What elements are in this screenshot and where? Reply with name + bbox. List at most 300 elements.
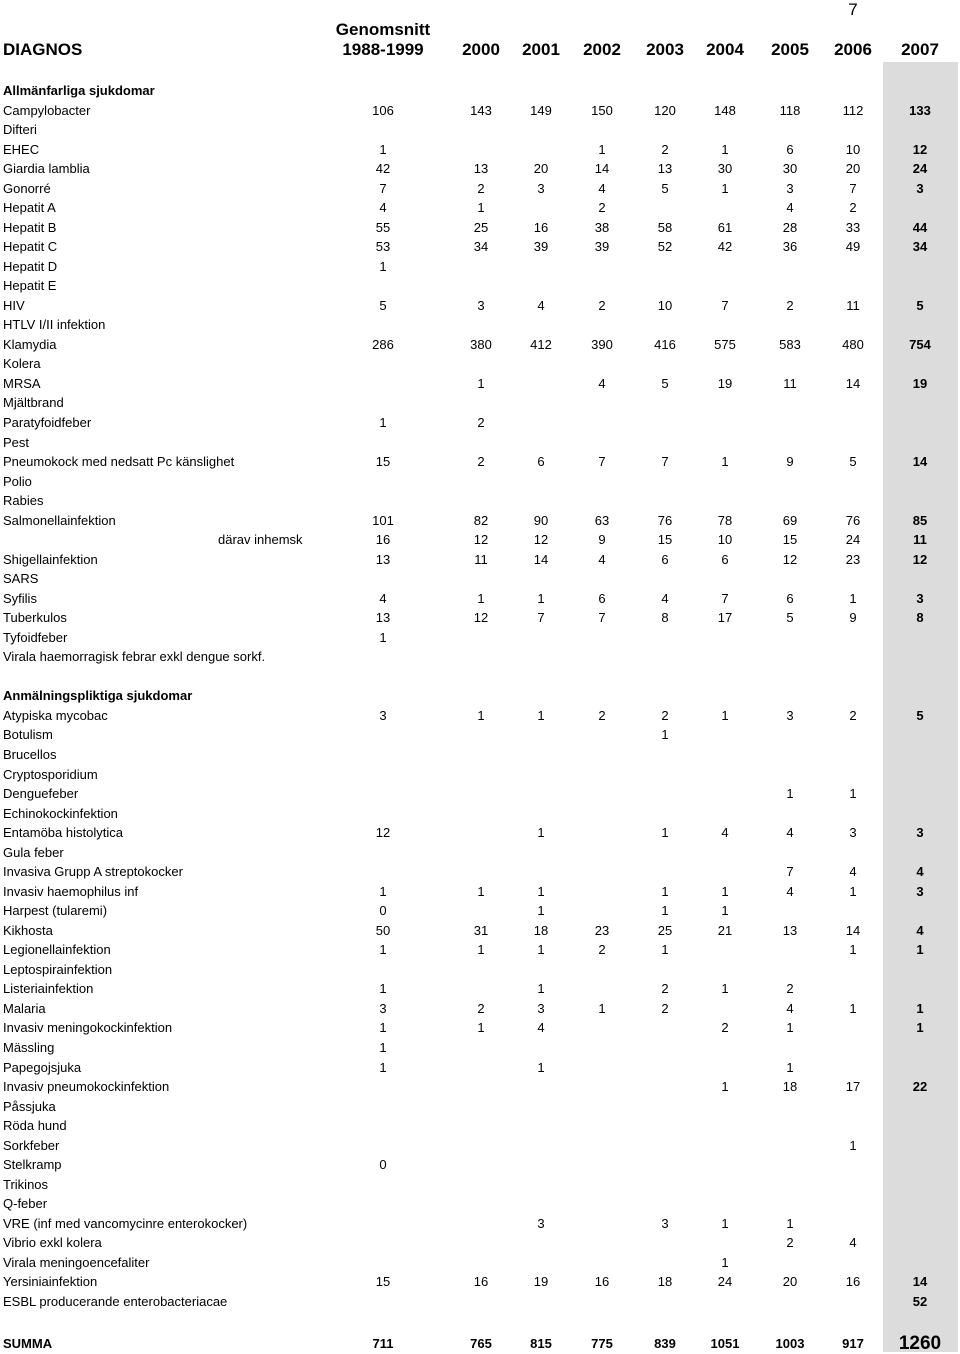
cell-year-value: 7 <box>537 610 545 625</box>
table-row <box>0 1292 960 1311</box>
cell-year-value: 1 <box>849 786 857 801</box>
cell-year-value: 1 <box>721 1216 729 1231</box>
table-row <box>0 960 960 979</box>
cell-year-value: 4 <box>916 864 924 879</box>
header-average-line2: 1988-1999 <box>342 40 424 59</box>
table-row <box>0 1058 960 1077</box>
section-header-row <box>0 686 960 705</box>
diagnosis-label: Salmonellainfektion <box>3 513 116 528</box>
cell-year-value: 4 <box>849 864 857 879</box>
table-row <box>0 296 960 315</box>
cell-year-value: 1 <box>721 1255 729 1270</box>
diagnosis-label: Trikinos <box>3 1177 49 1192</box>
cell-year-value: 36 <box>782 239 798 254</box>
cell-year-value: 17 <box>717 610 733 625</box>
cell-year-value: 12 <box>533 532 549 547</box>
cell-year-value: 7 <box>721 298 729 313</box>
cell-year-value: 5 <box>916 708 924 723</box>
section-header-row <box>0 81 960 100</box>
cell-average: 3 <box>379 1001 387 1016</box>
cell-year-value: 14 <box>845 376 861 391</box>
diagnosis-label: VRE (inf med vancomycinre enterokocker) <box>3 1216 248 1231</box>
cell-average: 13 <box>375 610 391 625</box>
cell-year-value: 38 <box>594 220 610 235</box>
table-row <box>0 706 960 725</box>
cell-average: 1 <box>379 1020 387 1035</box>
diagnosis-label: SUMMA <box>3 1336 53 1351</box>
cell-year-value: 23 <box>594 923 610 938</box>
diagnosis-label: Gula feber <box>3 845 64 860</box>
cell-year-value: 1 <box>786 786 794 801</box>
cell-average: 13 <box>375 552 391 567</box>
diagnosis-label: Invasiv meningokockinfektion <box>3 1020 173 1035</box>
table-row <box>0 1194 960 1213</box>
cell-year-value: 18 <box>782 1079 798 1094</box>
cell-year-value: 4 <box>598 181 606 196</box>
cell-year-value: 7 <box>598 454 606 469</box>
cell-year-value: 1 <box>916 942 924 957</box>
cell-average: 16 <box>375 532 391 547</box>
cell-year-value: 16 <box>473 1274 489 1289</box>
header-year: 2001 <box>522 40 560 59</box>
cell-year-value: 25 <box>657 923 673 938</box>
cell-year-value: 20 <box>533 161 549 176</box>
table-row <box>0 1272 960 1291</box>
table-row <box>0 120 960 139</box>
diagnosis-label: Tuberkulos <box>3 610 67 625</box>
header-average-line1: Genomsnitt <box>335 20 431 39</box>
cell-average: 7 <box>379 181 387 196</box>
cell-year-value: 1 <box>786 1060 794 1075</box>
table-row <box>0 433 960 452</box>
diagnosis-label: Cryptosporidium <box>3 767 98 782</box>
diagnosis-label: Virala haemorragisk febrar exkl dengue sorkf. <box>3 649 266 664</box>
cell-year-value: 1260 <box>898 1333 942 1354</box>
header-year: 2007 <box>901 40 939 59</box>
diagnosis-label: Giardia lamblia <box>3 161 90 176</box>
cell-year-value: 1 <box>537 884 545 899</box>
cell-average: 1 <box>379 630 387 645</box>
cell-average: 4 <box>379 591 387 606</box>
section-title: Allmänfarliga sjukdomar <box>3 83 155 98</box>
cell-year-value: 4 <box>721 825 729 840</box>
summa-row <box>0 1334 960 1353</box>
cell-year-value: 3 <box>916 884 924 899</box>
cell-year-value: 1 <box>477 200 485 215</box>
diagnosis-label: HIV <box>3 298 25 313</box>
cell-year-value: 120 <box>654 103 676 118</box>
cell-year-value: 839 <box>654 1336 676 1351</box>
cell-average: 1 <box>379 981 387 996</box>
cell-year-value: 1 <box>721 884 729 899</box>
cell-average: 1 <box>379 1060 387 1075</box>
cell-year-value: 20 <box>782 1274 798 1289</box>
cell-year-value: 14 <box>845 923 861 938</box>
cell-year-value: 11 <box>783 376 797 391</box>
cell-year-value: 8 <box>661 610 669 625</box>
diagnosis-label: Campylobacter <box>3 103 91 118</box>
table-row <box>0 159 960 178</box>
cell-year-value: 2 <box>661 981 669 996</box>
cell-year-value: 2 <box>598 708 606 723</box>
cell-year-value: 4 <box>786 1001 794 1016</box>
cell-year-value: 24 <box>845 532 861 547</box>
cell-year-value: 1003 <box>775 1336 805 1351</box>
cell-average: 15 <box>375 1274 391 1289</box>
cell-year-value: 2 <box>849 708 857 723</box>
cell-average: 12 <box>375 825 391 840</box>
table-row <box>0 882 960 901</box>
header-year: 2004 <box>706 40 744 59</box>
cell-average: 3 <box>379 708 387 723</box>
table-row <box>0 628 960 647</box>
cell-year-value: 7 <box>849 181 857 196</box>
cell-year-value: 11 <box>474 552 488 567</box>
table-row <box>0 491 960 510</box>
cell-year-value: 6 <box>786 142 794 157</box>
diagnosis-label: Echinokockinfektion <box>3 806 118 821</box>
table-row <box>0 1214 960 1233</box>
diagnosis-label: Virala meningoencefaliter <box>3 1255 150 1270</box>
diagnosis-label: EHEC <box>3 142 40 157</box>
cell-year-value: 2 <box>477 454 485 469</box>
cell-year-value: 3 <box>661 1216 669 1231</box>
cell-year-value: 5 <box>916 298 924 313</box>
cell-year-value: 1 <box>849 884 857 899</box>
diagnosis-label: Legionellainfektion <box>3 942 111 957</box>
cell-year-value: 58 <box>657 220 673 235</box>
table-row <box>0 218 960 237</box>
cell-year-value: 1 <box>849 1138 857 1153</box>
cell-year-value: 12 <box>473 610 489 625</box>
header-year: 2006 <box>834 40 872 59</box>
cell-year-value: 39 <box>533 239 549 254</box>
table-row <box>0 999 960 1018</box>
cell-year-value: 3 <box>477 298 485 313</box>
table-row <box>0 530 960 549</box>
diagnosis-label: Entamöba histolytica <box>3 825 123 840</box>
cell-year-value: 16 <box>845 1274 861 1289</box>
diagnosis-label: Leptospirainfektion <box>3 962 113 977</box>
cell-year-value: 90 <box>533 513 549 528</box>
table-row <box>0 550 960 569</box>
cell-year-value: 150 <box>591 103 613 118</box>
cell-year-value: 18 <box>533 923 549 938</box>
cell-year-value: 78 <box>717 513 733 528</box>
diagnosis-label: Syfilis <box>3 591 37 606</box>
cell-year-value: 1 <box>916 1001 924 1016</box>
cell-year-value: 754 <box>909 337 931 352</box>
cell-year-value: 5 <box>849 454 857 469</box>
cell-year-value: 380 <box>470 337 492 352</box>
diagnosis-label: Invasiv haemophilus inf <box>3 884 139 899</box>
cell-year-value: 39 <box>594 239 610 254</box>
cell-average: 101 <box>372 513 394 528</box>
cell-average: 286 <box>372 337 394 352</box>
cell-year-value: 5 <box>786 610 794 625</box>
cell-year-value: 30 <box>717 161 733 176</box>
cell-year-value: 3 <box>537 181 545 196</box>
table-row <box>0 589 960 608</box>
cell-year-value: 4 <box>537 298 545 313</box>
table-row <box>0 511 960 530</box>
cell-year-value: 1 <box>477 376 485 391</box>
diagnosis-label: Q-feber <box>3 1196 48 1211</box>
cell-year-value: 815 <box>530 1336 552 1351</box>
cell-year-value: 1 <box>537 942 545 957</box>
cell-year-value: 4 <box>916 923 924 938</box>
cell-year-value: 14 <box>594 161 610 176</box>
diagnosis-label: Yersiniainfektion <box>3 1274 98 1289</box>
diagnosis-label: Kikhosta <box>3 923 53 938</box>
cell-average: 53 <box>375 239 391 254</box>
cell-year-value: 1 <box>661 727 669 742</box>
cell-year-value: 1 <box>537 903 545 918</box>
cell-year-value: 118 <box>779 103 801 118</box>
section-title: Anmälningspliktiga sjukdomar <box>3 688 193 703</box>
cell-year-value: 18 <box>657 1274 673 1289</box>
cell-average: 0 <box>379 903 387 918</box>
diagnosis-label: Harpest (tularemi) <box>3 903 108 918</box>
table-row <box>0 413 960 432</box>
cell-year-value: 3 <box>916 181 924 196</box>
cell-year-value: 2 <box>721 1020 729 1035</box>
cell-year-value: 1051 <box>710 1336 740 1351</box>
cell-year-value: 4 <box>786 200 794 215</box>
cell-year-value: 4 <box>598 552 606 567</box>
cell-year-value: 7 <box>661 454 669 469</box>
diagnosis-label: Hepatit C <box>3 239 58 254</box>
table-row <box>0 140 960 159</box>
cell-year-value: 1 <box>598 142 606 157</box>
diagnosis-label: HTLV I/II infektion <box>3 317 106 332</box>
table-row <box>0 725 960 744</box>
cell-year-value: 1 <box>598 1001 606 1016</box>
cell-year-value: 1 <box>537 825 545 840</box>
cell-year-value: 4 <box>786 825 794 840</box>
cell-year-value: 25 <box>473 220 489 235</box>
cell-year-value: 3 <box>786 708 794 723</box>
table-row <box>0 472 960 491</box>
cell-year-value: 49 <box>845 239 861 254</box>
table-row <box>0 1038 960 1057</box>
diagnosis-label: Hepatit E <box>3 278 57 293</box>
cell-year-value: 416 <box>654 337 676 352</box>
table-row <box>0 393 960 412</box>
cell-year-value: 12 <box>473 532 489 547</box>
diagnosis-label: MRSA <box>3 376 41 391</box>
cell-year-value: 9 <box>598 532 606 547</box>
cell-year-value: 14 <box>912 1274 928 1289</box>
cell-year-value: 2 <box>477 181 485 196</box>
cell-year-value: 149 <box>530 103 552 118</box>
table-row <box>0 647 960 666</box>
table-row <box>0 1233 960 1252</box>
cell-year-value: 34 <box>912 239 928 254</box>
cell-year-value: 412 <box>530 337 552 352</box>
cell-year-value: 1 <box>537 708 545 723</box>
cell-year-value: 19 <box>912 376 928 391</box>
table-row <box>0 862 960 881</box>
cell-average: 42 <box>375 161 391 176</box>
diagnosis-label: Kolera <box>3 356 41 371</box>
cell-average: 5 <box>379 298 387 313</box>
cell-year-value: 15 <box>657 532 673 547</box>
cell-year-value: 13 <box>782 923 798 938</box>
cell-year-value: 9 <box>786 454 794 469</box>
cell-year-value: 2 <box>849 200 857 215</box>
diagnosis-label: Påssjuka <box>3 1099 56 1114</box>
cell-year-value: 22 <box>912 1079 928 1094</box>
cell-year-value: 6 <box>537 454 545 469</box>
cell-year-value: 42 <box>717 239 733 254</box>
cell-year-value: 2 <box>661 142 669 157</box>
header-diagnos: DIAGNOS <box>3 40 83 59</box>
cell-average: 55 <box>375 220 391 235</box>
cell-year-value: 30 <box>782 161 798 176</box>
diagnosis-label: Hepatit B <box>3 220 57 235</box>
cell-year-value: 1 <box>537 981 545 996</box>
cell-year-value: 11 <box>846 298 860 313</box>
cell-year-value: 3 <box>849 825 857 840</box>
cell-average: 1 <box>379 1040 387 1055</box>
cell-year-value: 28 <box>782 220 798 235</box>
diagnosis-label: Tyfoidfeber <box>3 630 68 645</box>
cell-year-value: 3 <box>537 1216 545 1231</box>
cell-year-value: 3 <box>537 1001 545 1016</box>
header-year: 2002 <box>583 40 621 59</box>
diagnosis-label: Rabies <box>3 493 44 508</box>
cell-average: 0 <box>379 1157 387 1172</box>
cell-year-value: 4 <box>786 884 794 899</box>
cell-year-value: 3 <box>916 825 924 840</box>
cell-year-value: 1 <box>721 1079 729 1094</box>
table-row <box>0 1175 960 1194</box>
cell-year-value: 133 <box>909 103 931 118</box>
cell-year-value: 4 <box>598 376 606 391</box>
cell-year-value: 21 <box>717 923 733 938</box>
cell-year-value: 52 <box>912 1294 928 1309</box>
cell-year-value: 4 <box>661 591 669 606</box>
cell-year-value: 1 <box>477 1020 485 1035</box>
cell-year-value: 575 <box>714 337 736 352</box>
cell-year-value: 19 <box>717 376 733 391</box>
cell-year-value: 7 <box>786 864 794 879</box>
cell-average: 15 <box>375 454 391 469</box>
cell-average: 1 <box>379 142 387 157</box>
cell-year-value: 7 <box>721 591 729 606</box>
cell-year-value: 1 <box>477 942 485 957</box>
table-row <box>0 354 960 373</box>
table-row <box>0 237 960 256</box>
cell-year-value: 480 <box>842 337 864 352</box>
diagnosis-label: Shigellainfektion <box>3 552 98 567</box>
cell-year-value: 7 <box>598 610 606 625</box>
cell-year-value: 13 <box>473 161 489 176</box>
diagnosis-label: Malaria <box>3 1001 46 1016</box>
cell-year-value: 1 <box>721 181 729 196</box>
cell-year-value: 2 <box>786 1235 794 1250</box>
diagnosis-label: Denguefeber <box>3 786 79 801</box>
header-year: 2000 <box>462 40 500 59</box>
table-row <box>0 823 960 842</box>
cell-year-value: 1 <box>661 903 669 918</box>
cell-year-value: 1 <box>721 708 729 723</box>
cell-year-value: 16 <box>533 220 549 235</box>
cell-year-value: 15 <box>782 532 798 547</box>
cell-year-value: 1 <box>477 884 485 899</box>
diagnosis-label: Stelkramp <box>3 1157 62 1172</box>
diagnosis-label: SARS <box>3 571 39 586</box>
cell-year-value: 765 <box>470 1336 492 1351</box>
cell-average: 1 <box>379 942 387 957</box>
diagnosis-label: Hepatit D <box>3 259 58 274</box>
cell-year-value: 63 <box>594 513 610 528</box>
table-row <box>0 452 960 471</box>
cell-year-value: 2 <box>786 298 794 313</box>
cell-year-value: 1 <box>786 1216 794 1231</box>
cell-year-value: 14 <box>533 552 549 567</box>
table-row <box>0 608 960 627</box>
cell-year-value: 82 <box>473 513 489 528</box>
cell-year-value: 76 <box>657 513 673 528</box>
cell-year-value: 3 <box>916 591 924 606</box>
table-row <box>0 1077 960 1096</box>
header-year: 2005 <box>771 40 809 59</box>
table-row <box>0 1155 960 1174</box>
diagnosis-label: Mjältbrand <box>3 395 64 410</box>
cell-year-value: 10 <box>717 532 733 547</box>
table-row <box>0 179 960 198</box>
cell-year-value: 1 <box>721 981 729 996</box>
table-row <box>0 257 960 276</box>
cell-year-value: 24 <box>717 1274 733 1289</box>
cell-year-value: 11 <box>913 532 927 547</box>
cell-year-value: 4 <box>849 1235 857 1250</box>
diagnosis-label: Polio <box>3 474 32 489</box>
cell-year-value: 2 <box>598 942 606 957</box>
diagnosis-label: därav inhemsk <box>218 532 303 547</box>
cell-year-value: 1 <box>661 825 669 840</box>
cell-year-value: 61 <box>717 220 733 235</box>
cell-average: 1 <box>379 259 387 274</box>
table-row <box>0 335 960 354</box>
diagnosis-label: Paratyfoidfeber <box>3 415 92 430</box>
cell-year-value: 12 <box>912 142 928 157</box>
cell-year-value: 2 <box>598 298 606 313</box>
cell-year-value: 1 <box>849 591 857 606</box>
cell-year-value: 16 <box>594 1274 610 1289</box>
cell-year-value: 2 <box>598 200 606 215</box>
cell-average: 711 <box>372 1336 394 1351</box>
diagnosis-label: Invasiva Grupp A streptokocker <box>3 864 183 879</box>
cell-year-value: 1 <box>537 1060 545 1075</box>
cell-average: 1 <box>379 415 387 430</box>
diagnosis-label: Botulism <box>3 727 53 742</box>
cell-year-value: 1 <box>721 454 729 469</box>
cell-year-value: 44 <box>912 220 928 235</box>
cell-year-value: 4 <box>537 1020 545 1035</box>
diagnosis-label: ESBL producerande enterobacteriacae <box>3 1294 228 1309</box>
cell-year-value: 6 <box>598 591 606 606</box>
cell-year-value: 9 <box>849 610 857 625</box>
cell-year-value: 19 <box>533 1274 549 1289</box>
table-row <box>0 315 960 334</box>
diagnosis-label: Pneumokock med nedsatt Pc känslighet <box>3 454 235 469</box>
cell-year-value: 3 <box>786 181 794 196</box>
cell-year-value: 24 <box>912 161 928 176</box>
cell-average: 1 <box>379 884 387 899</box>
